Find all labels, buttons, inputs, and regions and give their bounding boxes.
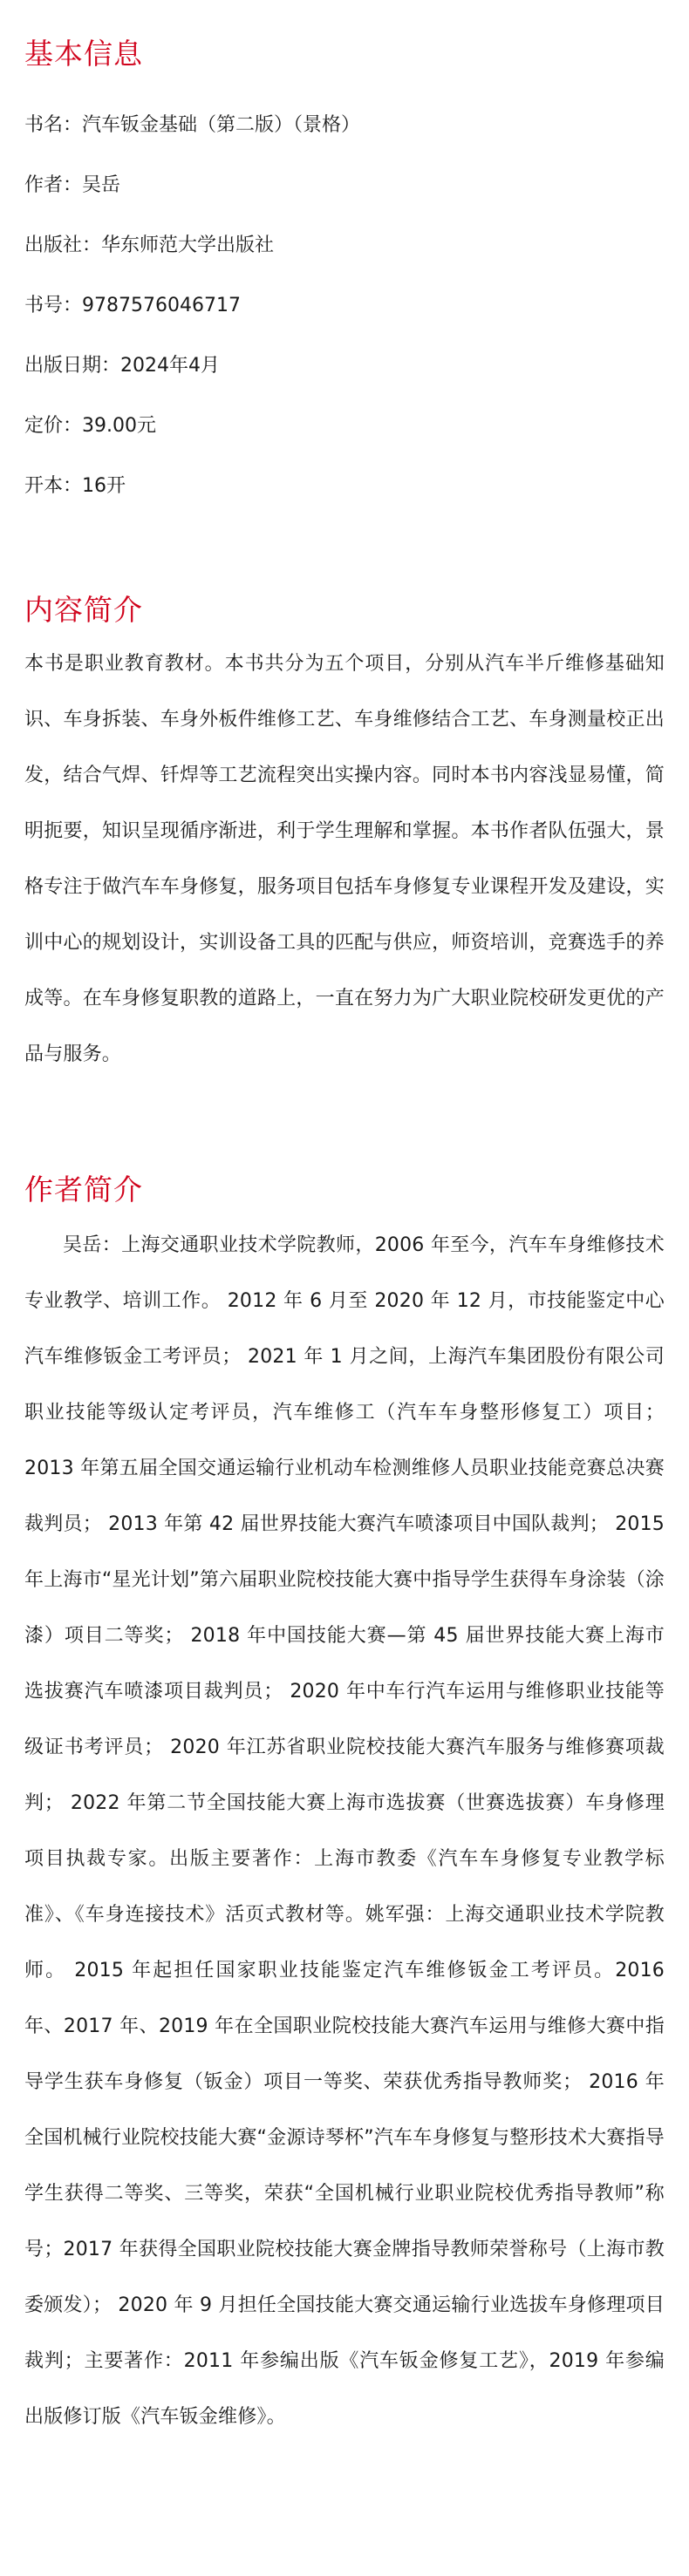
author-intro-heading: 作者简介 bbox=[24, 1172, 143, 1206]
book-title-field: 书名：汽车钣金基础（第二版）（景格） bbox=[24, 114, 361, 136]
basic-info-heading: 基本信息 bbox=[24, 37, 143, 71]
content-intro-heading: 内容简介 bbox=[24, 593, 143, 627]
author-intro-text: 吴岳：上海交通职业技术学院教师，2006 年至今，汽车车身维修技术专业教学、培训工作。 2012 年 6 月至 2020 年 12 月，市技能鉴定中心汽车维修钣金工考评员； 2021 年 1 月之间，上海汽车集团股份有限公司职业技能等级认定考评员，汽车维修工（汽车车身整形修复工）项目； 2013 年第五届全国交通运输行业机动车检测维修人员职业技能竞赛总决赛裁判员； 2013 年第 42 届世界技能大赛汽车喷漆项目中国队裁判； 2015 年上海市“星光计划”第六届职业院校技能大赛中指导学生获得车身涂装（涂漆）项目二等奖； 2018 年中国技能大赛—第 45 届世界技能大赛上海市选拔赛汽车喷漆项目裁判员； 2020 年中车行汽车运用与维修职业技能等级证书考评员； 2020 年江苏省职业院校技能大赛汽车服务与维修赛项裁判； 2022 年第二节全国技能大赛上海市选拔赛（世赛选拔赛）车身修理项目执裁专家。出版主要著作：上海市教委《汽车车身修复专业教学标准》、《车身连接技术》活页式教材等。姚军强：上海交通职业技术学院教师。 2015 年起担任国家职业技能鉴定汽车维修钣金工考评员。2016 年、2017 年、2019 年在全国职业院校技能大赛汽车运用与维修大赛中指导学生获车身修复（钣金）项目一等奖、荣获优秀指导教师奖； 2016 年全国机械行业院校技能大赛“金源诗琴杯”汽车车身修复与整形技术大赛指导学生获得二等奖、三等奖，荣获“全国机械行业职业院校优秀指导教师”称号；2017 年获得全国职业院校技能大赛金牌指导教师荣誉称号（上海市教委颁发）； 2020 年 9 月担任全国技能大赛交通运输行业选拔车身修理项目裁判；主要著作：2011 年参编出版《汽车钣金修复工艺》，2019 年参编出版修订版《汽车钣金维修》。 bbox=[24, 1234, 665, 2428]
format-field: 开本：16开 bbox=[24, 475, 126, 497]
isbn-field: 书号：9787576046717 bbox=[24, 295, 241, 316]
content-intro-text: 本书是职业教育教材。本书共分为五个项目，分别从汽车半斤维修基础知识、车身拆装、车身外板件维修工艺、车身维修结合工艺、车身测量校正出发，结合气焊、钎焊等工艺流程突出实操内容。同时本书内容浅显易懂，简明扼要，知识呈现循序渐进，利于学生理解和掌握。本书作者队伍强大，景格专注于做汽车车身修复，服务项目包括车身修复专业课程开发及建设，实训中心的规划设计，实训设备工具的匹配与供应，师资培训，竞赛选手的养成等。在车身修复职教的道路上，一直在努力为广大职业院校研发更优的产品与服务。 bbox=[24, 653, 665, 1065]
author-field: 作者：吴岳 bbox=[24, 174, 121, 196]
basic-info-list bbox=[24, 111, 665, 501]
publisher-field: 出版社：华东师范大学出版社 bbox=[24, 234, 275, 256]
price-field: 定价：39.00元 bbox=[24, 415, 156, 437]
publish-date-field: 出版日期：2024年4月 bbox=[24, 355, 220, 377]
